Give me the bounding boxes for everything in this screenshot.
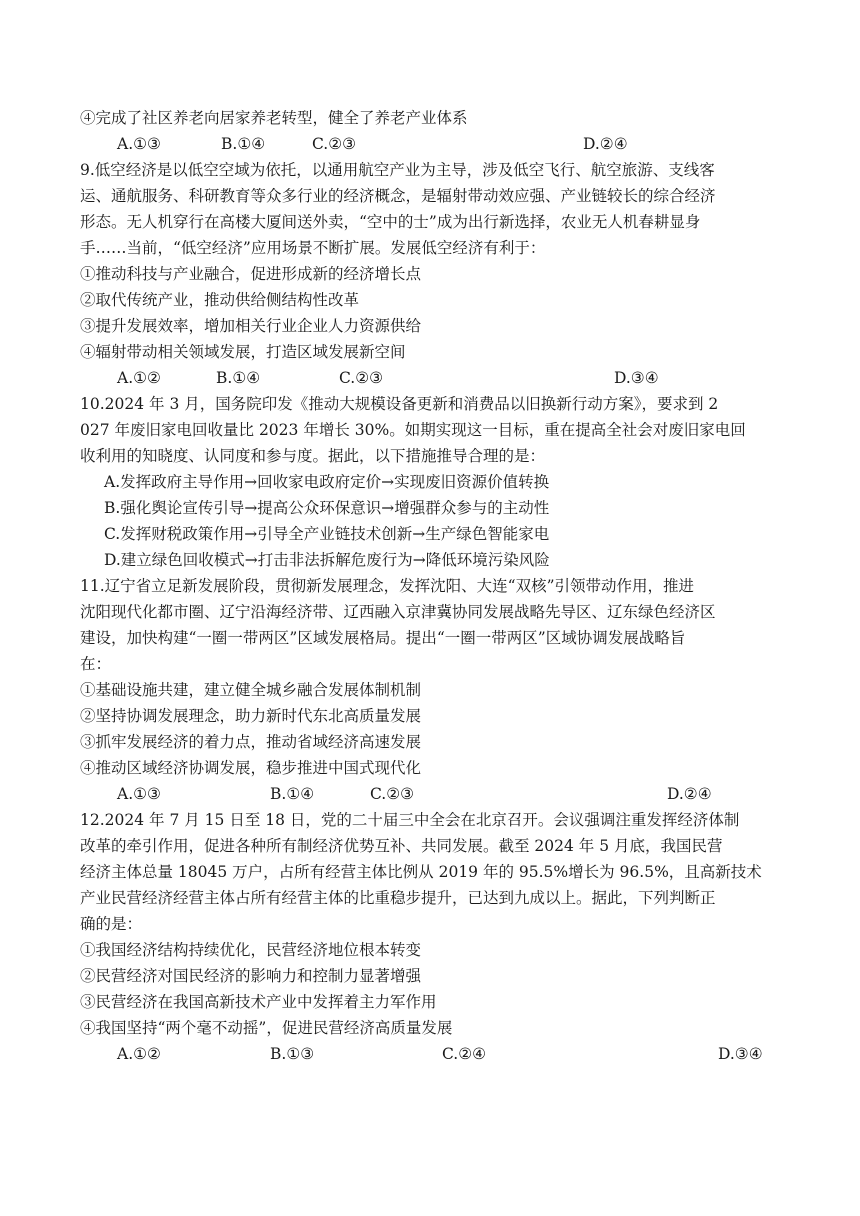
q9-stem-line: 形态。无人机穿行在高楼大厦间送外卖，“空中的士”成为出行新选择，农业无人机春耕显身 <box>80 213 701 231</box>
q9-stem-line: 运、通航服务、科研教育等众多行业的经济概念，是辐射带动效应强、产业链较长的综合经济 <box>80 187 716 205</box>
q11-option-b[interactable]: B.①④ <box>270 785 315 803</box>
q11-item-2: ②坚持协调发展理念，助力新时代东北高质量发展 <box>80 707 422 725</box>
q11-option-a[interactable]: A.①③ <box>117 785 161 803</box>
q12-item-3: ③民营经济在我国高新技术产业中发挥着主力军作用 <box>80 993 437 1011</box>
q9-option-a[interactable]: A.①② <box>117 369 161 387</box>
q12-option-a[interactable]: A.①② <box>117 1045 161 1063</box>
q12-item-1: ①我国经济结构持续优化，民营经济地位根本转变 <box>80 941 422 959</box>
q12-options <box>0 1044 860 1064</box>
q10-stem-line: 10.2024 年 3 月，国务院印发《推动大规模设备更新和消费品以旧换新行动方案》，要求到 2 <box>80 395 719 413</box>
q11-item-1: ①基础设施共建，建立健全城乡融合发展体制机制 <box>80 681 422 699</box>
q9-option-d[interactable]: D.③④ <box>614 369 659 387</box>
q9-stem-line: 9.低空经济是以低空空域为依托，以通用航空产业为主导，涉及低空飞行、航空旅游、支线客 <box>80 161 715 179</box>
q12-stem-line: 改革的牵引作用，促进各种所有制经济优势互补、共同发展。截至 2024 年 5 月底，我国民营 <box>80 837 723 855</box>
q11-stem-line: 在： <box>80 655 112 673</box>
q11-option-d[interactable]: D.②④ <box>667 785 712 803</box>
q9-options <box>0 368 860 388</box>
q12-stem-line: 产业民营经济经营主体占所有经营主体的比重稳步提升，已达到九成以上。据此，下列判断正 <box>80 889 716 907</box>
q12-item-4: ④我国坚持“两个毫不动摇”，促进民营经济高质量发展 <box>80 1019 453 1037</box>
q8-options <box>0 134 860 154</box>
q8-item-4: ④完成了社区养老向居家养老转型，健全了养老产业体系 <box>80 109 468 127</box>
q10-stem-line: 收利用的知晓度、认同度和参与度。据此，以下措施推导合理的是： <box>80 447 546 465</box>
q10-option-d[interactable]: D.建立绿色回收模式→打击非法拆解危废行为→降低环境污染风险 <box>104 551 550 569</box>
q12-item-2: ②民营经济对国民经济的影响力和控制力显著增强 <box>80 967 422 985</box>
q9-option-b[interactable]: B.①④ <box>216 369 261 387</box>
q12-option-b[interactable]: B.①③ <box>270 1045 315 1063</box>
q10-option-b[interactable]: B.强化舆论宣传引导→提高公众环保意识→增强群众参与的主动性 <box>104 499 550 517</box>
q11-stem-line: 建设，加快构建“一圈一带两区”区域发展格局。提出“一圈一带两区”区域协调发展战略旨 <box>80 629 686 647</box>
q10-stem-line: 027 年废旧家电回收量比 2023 年增长 30%。如期实现这一目标，重在提高全社会对废旧家电回 <box>80 421 746 439</box>
q12-stem-line: 确的是： <box>80 915 143 933</box>
q11-option-c[interactable]: C.②③ <box>370 785 415 803</box>
q12-stem-line: 经济主体总量 18045 万户，占所有经营主体比例从 2019 年的 95.5%增长为 96.5%，且高新技术 <box>80 863 762 881</box>
q12-option-d[interactable]: D.③④ <box>718 1045 763 1063</box>
q12-option-c[interactable]: C.②④ <box>442 1045 487 1063</box>
q11-stem-line: 沈阳现代化都市圈、辽宁沿海经济带、辽西融入京津冀协同发展战略先导区、辽东绿色经济区 <box>80 603 716 621</box>
q11-item-4: ④推动区域经济协调发展，稳步推进中国式现代化 <box>80 759 422 777</box>
q9-item-2: ②取代传统产业，推动供给侧结构性改革 <box>80 291 360 309</box>
q9-item-1: ①推动科技与产业融合，促进形成新的经济增长点 <box>80 265 422 283</box>
q9-item-3: ③提升发展效率，增加相关行业企业人力资源供给 <box>80 317 422 335</box>
q8-option-a[interactable]: A.①③ <box>117 135 161 153</box>
q8-option-c[interactable]: C.②③ <box>312 135 357 153</box>
q11-item-3: ③抓牢发展经济的着力点，推动省域经济高速发展 <box>80 733 422 751</box>
q9-stem-line: 手……当前，“低空经济”应用场景不断扩展。发展低空经济有利于： <box>80 239 546 257</box>
q11-stem-line: 11.辽宁省立足新发展阶段，贯彻新发展理念，发挥沈阳、大连“双核”引领带动作用，推进 <box>80 577 695 595</box>
q10-option-c[interactable]: C.发挥财税政策作用→引导全产业链技术创新→生产绿色智能家电 <box>104 525 550 543</box>
q9-item-4: ④辐射带动相关领域发展，打造区域发展新空间 <box>80 343 406 361</box>
q8-option-b[interactable]: B.①④ <box>221 135 266 153</box>
q10-option-a[interactable]: A.发挥政府主导作用→回收家电政府定价→实现废旧资源价值转换 <box>104 473 550 491</box>
q11-options <box>0 784 860 804</box>
q9-option-c[interactable]: C.②③ <box>339 369 384 387</box>
q12-stem-line: 12.2024 年 7 月 15 日至 18 日，党的二十届三中全会在北京召开。会议强调注重发挥经济体制 <box>80 811 740 829</box>
q8-option-d[interactable]: D.②④ <box>583 135 628 153</box>
